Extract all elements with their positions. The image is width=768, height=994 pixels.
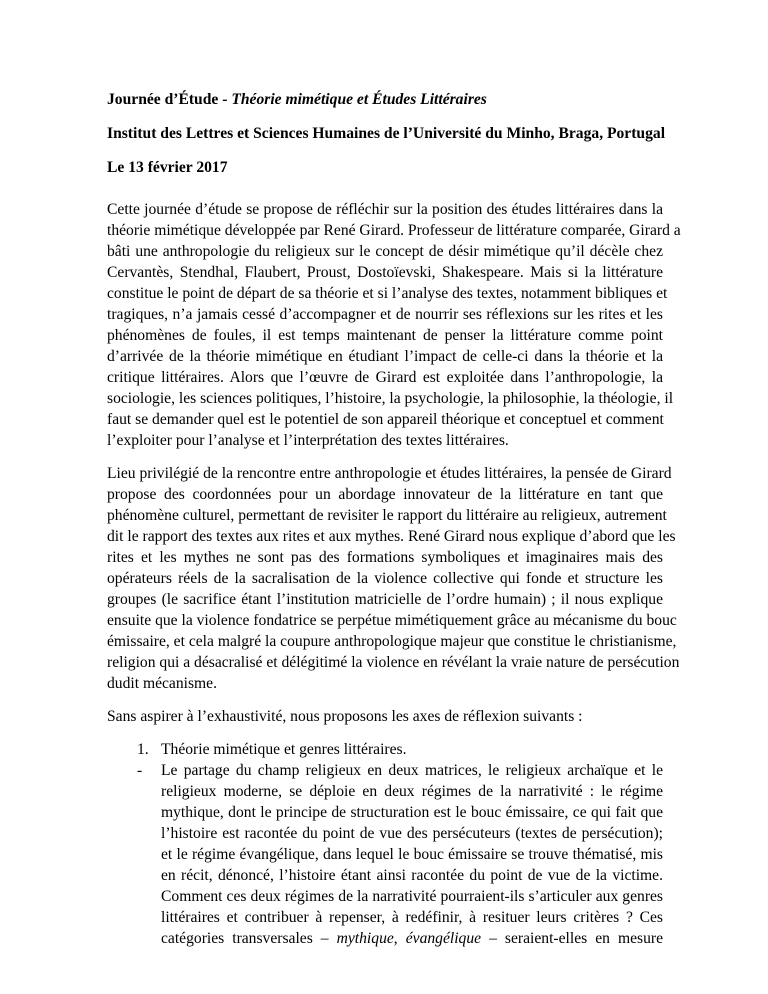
text-line: Lieu privilégié de la rencontre entre anthropologie et études littéraires, la pensée de Girard [107, 465, 672, 482]
text-line: phénomènes de foules, il est temps maintenant de penser la littérature comme point [107, 327, 663, 344]
text-line: bâti une anthropologie du religieux sur le concept de désir mimétique qu’il décèle chez [107, 243, 663, 260]
list-item-1 [137, 739, 663, 760]
text-line: phénomène culturel, permettant de revisiter le rapport du littéraire au religieux, autrement [107, 507, 667, 524]
text-segment: , [393, 930, 406, 947]
text-segment: catégories transversales – [161, 930, 337, 947]
text-segment: – seraient-elles en mesure [481, 930, 663, 947]
text-line: rites et les mythes ne sont pas des formations symboliques et imaginaires mais des [107, 549, 663, 566]
text-line: critique littéraires. Alors que l’œuvre de Girard est exploitée dans l’anthropologie, la [107, 369, 663, 386]
text-line: religieux moderne, se déploie en deux régimes de la narrativité : le régime [161, 783, 663, 800]
event-title-theme: Théorie mimétique et Études Littéraires [231, 91, 487, 108]
text-line: littéraires et contribuer à repenser, à redéfinir, à resituer leurs critères ? Ces [161, 909, 663, 926]
text-line [161, 928, 663, 949]
text-line: propose des coordonnées pour un abordage innovateur de la littérature en tant que [107, 486, 663, 503]
text-line: Comment ces deux régimes de la narrativité pourraient-ils s’articuler aux genres [161, 888, 663, 905]
paragraph [107, 706, 663, 727]
text-line: d’arrivée de la théorie mimétique en étudiant l’impact de celle-ci dans la théorie et la [107, 348, 663, 365]
paragraph [107, 199, 681, 451]
text-line: ensuite que la violence fondatrice se perpétue mimétiquement grâce au mécanisme du bouc [107, 612, 677, 629]
text-line: groupes (le sacrifice étant l’institution matricielle de l’ordre humain) ; il nous explique [107, 591, 663, 608]
text-line: en récit, dénoncé, l’histoire étant ainsi racontée du point de vue de la victime. [161, 867, 663, 884]
text-line: sociologie, les sciences politiques, l’histoire, la psychologie, la philosophie, la théologie, il [107, 390, 674, 407]
event-title-label: Journée d’Étude - [107, 91, 232, 108]
text-line: Cervantès, Stendhal, Flaubert, Proust, Dostoïevski, Shakespeare. Mais si la littérature [107, 264, 663, 281]
list-number: 1. [137, 741, 149, 758]
text-line: religion qui a désacralisé et délégitimé la violence en révélant la vraie nature de persécution [107, 654, 680, 671]
list-dash: - [137, 762, 143, 779]
institution: Institut des Lettres et Sciences Humaines de l’Université du Minho, Braga, Portugal [107, 125, 666, 142]
text-line: dit le rapport des textes aux rites et aux mythes. René Girard nous explique d’abord que les [107, 528, 676, 545]
text-line: théorie mimétique développée par René Girard. Professeur de littérature comparée, Girard a [107, 222, 681, 239]
text-line: faut se demander quel est le potentiel de son appareil théorique et conceptuel et comment [107, 411, 664, 428]
event-title [107, 90, 487, 110]
text-line: Cette journée d’étude se propose de réfléchir sur la position des études littéraires dans la [107, 201, 663, 218]
emphasis-mythique: mythique [336, 930, 394, 947]
text-line: Le partage du champ religieux en deux matrices, le religieux archaïque et le [161, 762, 663, 779]
text-line: l’histoire est racontée du point de vue des persécuteurs (textes de persécution); [161, 825, 663, 842]
text-line: Sans aspirer à l’exhaustivité, nous proposons les axes de réflexion suivants : [107, 708, 583, 725]
text-line: et le régime évangélique, dans lequel le bouc émissaire se trouve thématisé, mis [161, 846, 663, 863]
list-item-text: Théorie mimétique et genres littéraires. [161, 741, 407, 758]
text-line: tragiques, n’a jamais cessé d’accompagner et de nourrir ses réflexions sur les rites et les [107, 306, 663, 323]
text-line: l’exploiter pour l’analyse et l’interprétation des textes littéraires. [107, 432, 509, 449]
text-line: émissaire, et cela malgré la coupure anthropologique majeur que constitue le christianisme, [107, 633, 677, 650]
event-date: Le 13 février 2017 [107, 159, 228, 176]
text-line: opérateurs réels de la sacralisation de la violence collective qui fonde et structure les [107, 570, 663, 587]
document-body [107, 199, 681, 949]
text-line: mythique, dont le principe de structuration est le bouc émissaire, ce qui fait que [161, 804, 663, 821]
list-item-dash [137, 760, 663, 949]
axes-list [137, 739, 663, 949]
text-line: constitue le point de départ de sa théorie et si l’analyse des textes, notamment bibliques et [107, 285, 668, 302]
emphasis-evangelique: évangélique [405, 930, 482, 947]
text-line: dudit mécanisme. [107, 675, 217, 692]
paragraph [107, 463, 680, 694]
